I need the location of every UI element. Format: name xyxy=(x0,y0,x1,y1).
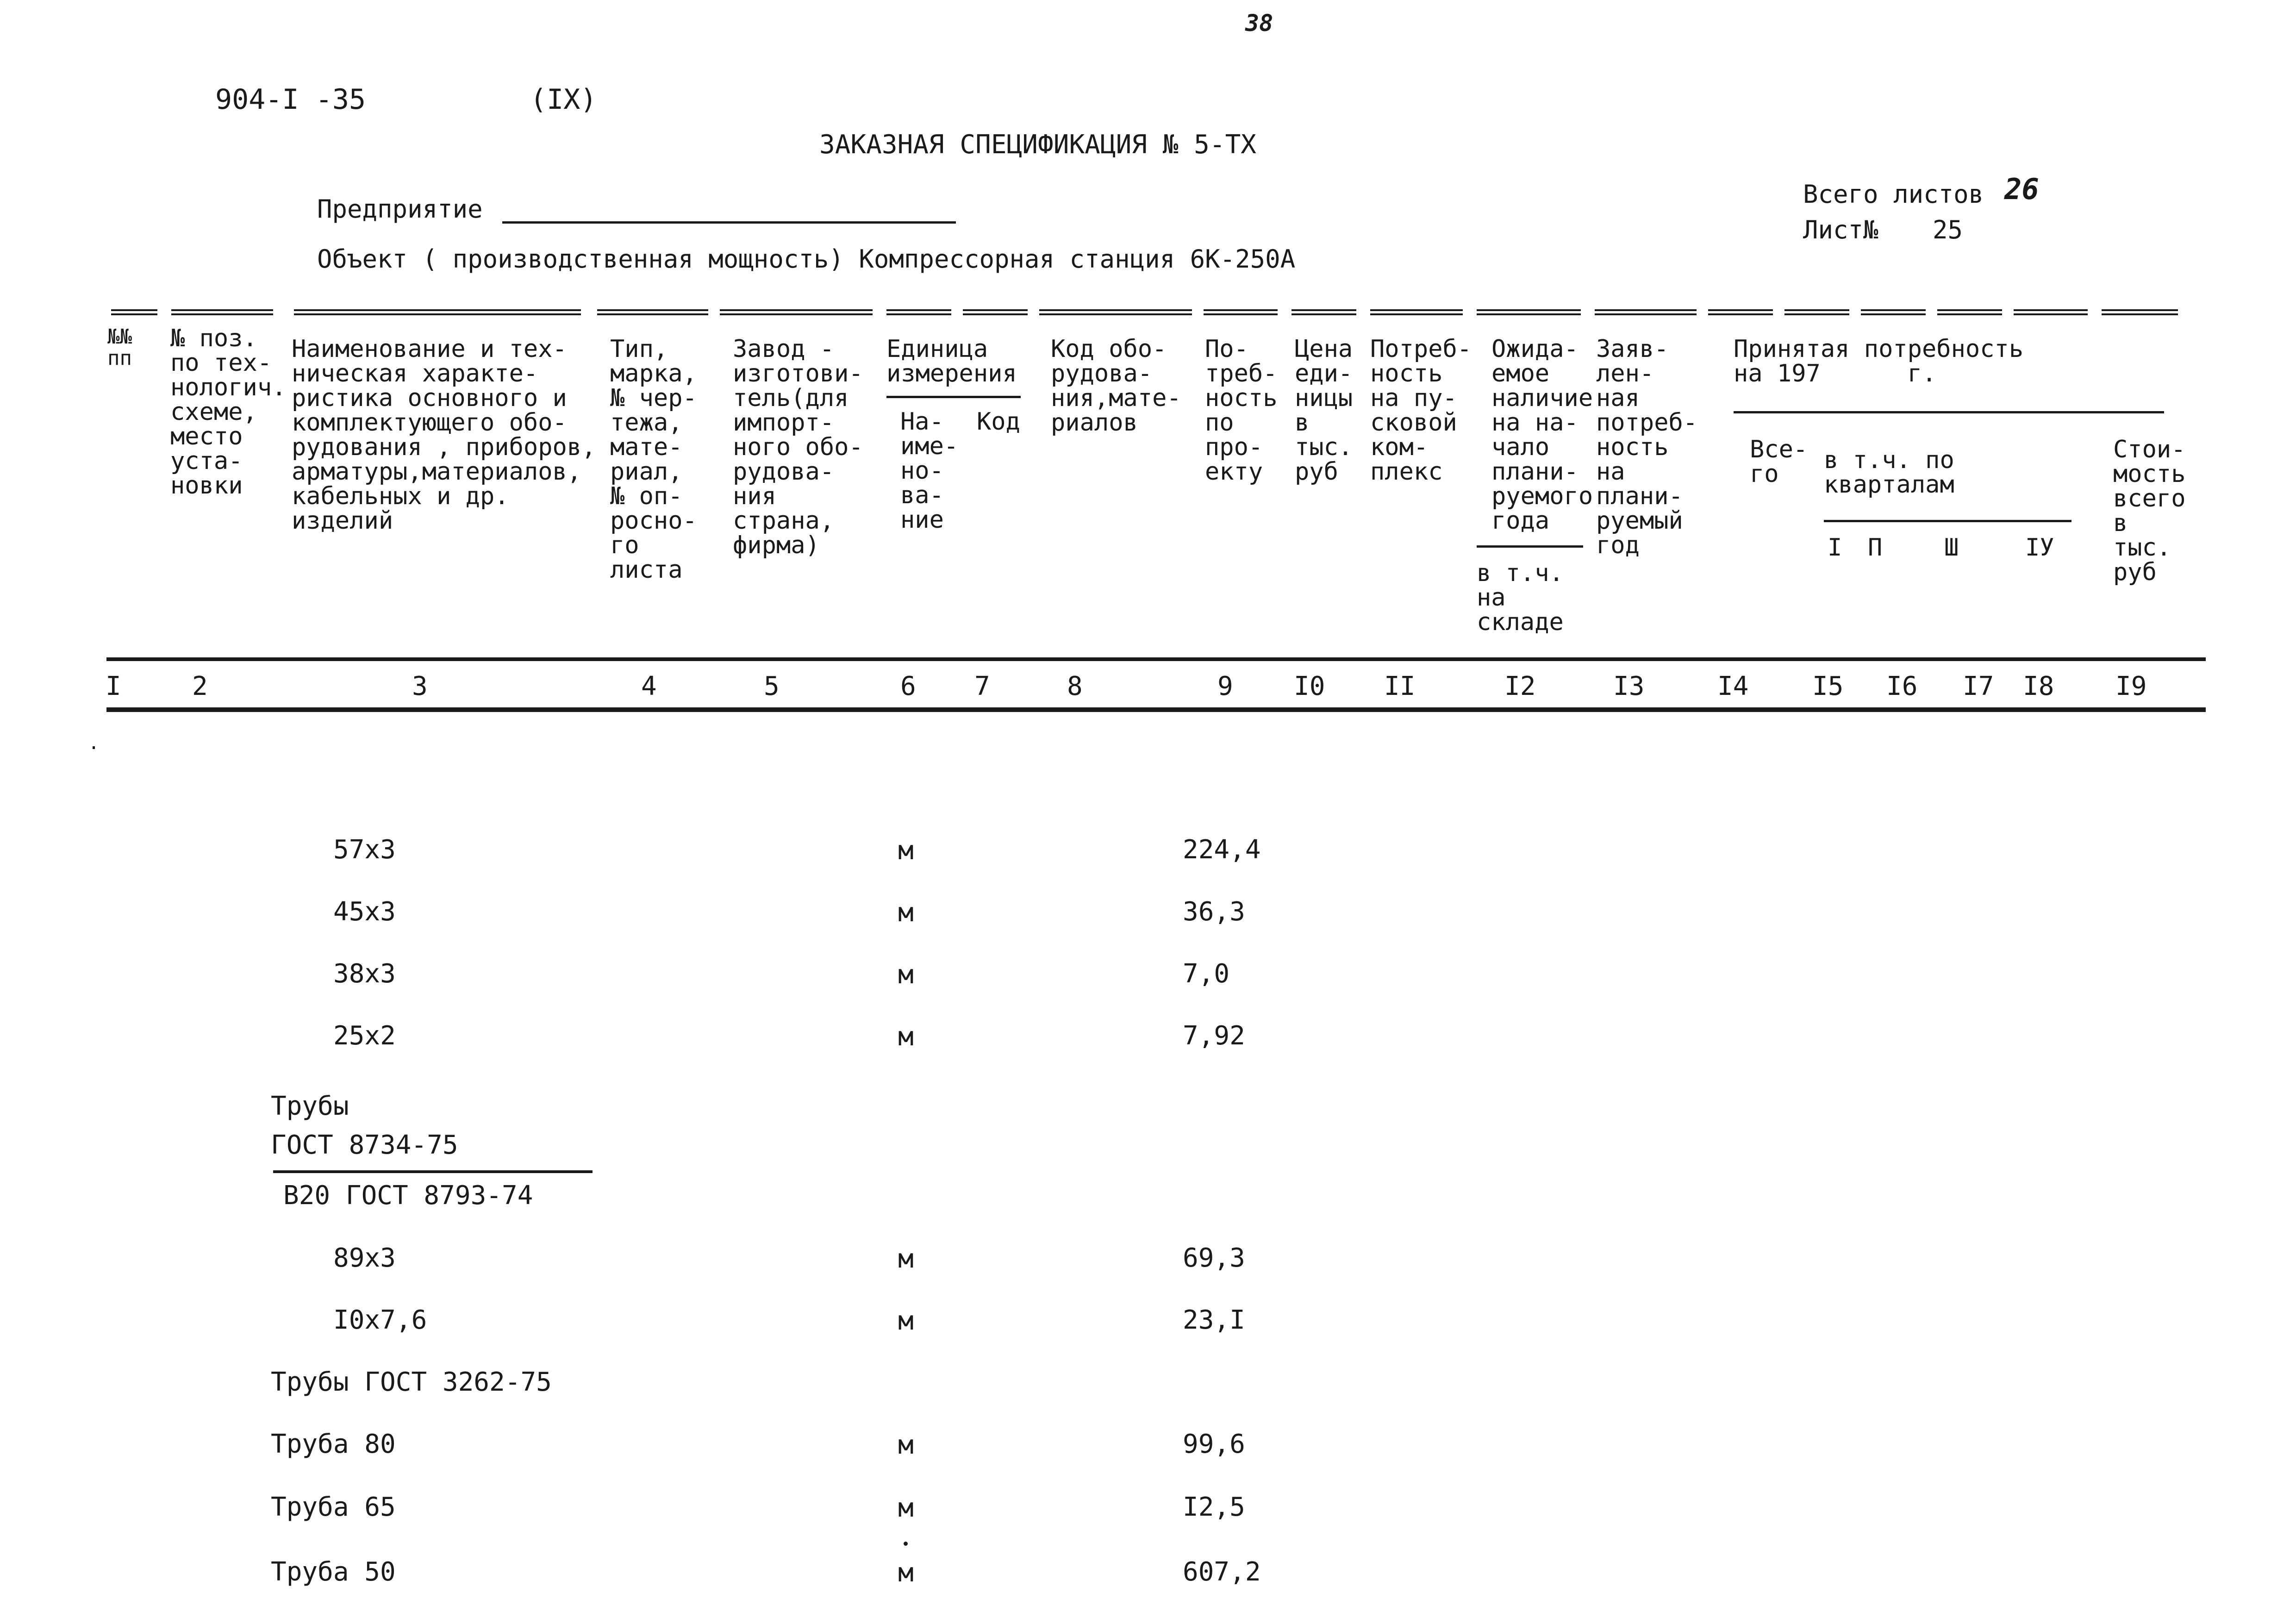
col-number: I4 xyxy=(1717,671,1749,701)
header-top-rule xyxy=(2102,309,2178,315)
enterprise-label: Предприятие xyxy=(317,194,483,224)
row-qty: 7,0 xyxy=(1183,959,1230,989)
object-line: Объект ( производственная мощность) Компрессорная станция 6К-250А xyxy=(317,244,1296,274)
row-unit: м xyxy=(898,1430,914,1460)
row-name: Труба 50 xyxy=(271,1557,396,1587)
doc-part: (IX) xyxy=(530,83,597,116)
col-header-14: Все- го xyxy=(1750,436,1808,488)
header-top-rule xyxy=(2014,309,2088,315)
col-number: II xyxy=(1384,671,1416,701)
row-name-material: В20 ГОСТ 8793-74 xyxy=(283,1181,533,1211)
row-qty: 99,6 xyxy=(1183,1429,1245,1459)
col-header-7: Код xyxy=(977,408,1020,436)
row-name: 89х3 xyxy=(333,1243,396,1273)
col-number: I5 xyxy=(1812,671,1844,701)
row-name: 57х3 xyxy=(333,835,396,865)
header-top-rule xyxy=(1595,309,1697,315)
col-number: I6 xyxy=(1886,671,1918,701)
row-unit: м xyxy=(898,898,914,928)
doc-code: 904-I -35 xyxy=(215,83,366,116)
header-top-rule xyxy=(1708,309,1773,315)
col-number: I2 xyxy=(1504,671,1536,701)
row-unit: м xyxy=(898,1493,914,1523)
row-name: I0х7,6 xyxy=(333,1305,427,1335)
row-qty: 224,4 xyxy=(1183,835,1261,865)
col-header-2: № поз. по тех- нологич. схеме, место уста- новки xyxy=(170,325,287,500)
ink-dot xyxy=(904,1542,908,1546)
col-header-q4: IУ xyxy=(2025,534,2054,562)
col-number: I9 xyxy=(2115,671,2147,701)
row-unit: м xyxy=(898,1244,914,1274)
row-qty: 23,I xyxy=(1183,1305,1245,1335)
col-number: I xyxy=(106,671,121,701)
row-unit: м xyxy=(898,1306,914,1336)
col-header-unit: Единица измерения xyxy=(886,335,1017,387)
header-top-rule xyxy=(1204,309,1278,315)
page-number: 38 xyxy=(1245,10,1273,37)
col-header-1: №№ пп xyxy=(107,325,132,370)
col-header-9: По- треб- ность по про- екту xyxy=(1205,335,1278,486)
row-qty: 69,3 xyxy=(1183,1243,1245,1273)
col-header-11: Потреб- ность на пу- сковой ком- плекс xyxy=(1370,335,1472,486)
col-number: I3 xyxy=(1613,671,1645,701)
sheet-label: Лист№ xyxy=(1803,215,1878,244)
header-top-rule xyxy=(1861,309,1926,315)
col-header-q3: Ш xyxy=(1944,534,1959,562)
row-qty: 7,92 xyxy=(1183,1021,1245,1051)
numbers-top-rule xyxy=(106,657,2206,661)
row-unit: м xyxy=(898,1022,914,1052)
col-number: 7 xyxy=(974,671,990,701)
col-header-3: Наименование и тех- ническая характе- ристика основного и комплектующего обо- рудования , приборов, арматуры,материалов, кабельных и др. изделий xyxy=(292,335,596,535)
col-number: I8 xyxy=(2023,671,2054,701)
header-top-rule xyxy=(1784,309,1849,315)
row-name: Труба 80 xyxy=(271,1429,396,1459)
col-header-q2: П xyxy=(1868,534,1883,562)
header-top-rule xyxy=(597,309,708,315)
header-top-rule xyxy=(294,309,581,315)
header-top-rule xyxy=(1292,309,1356,315)
header-top-rule xyxy=(1039,309,1192,315)
numbers-bottom-rule xyxy=(106,707,2206,712)
col-header-q1: I xyxy=(1828,534,1842,562)
stock-header-rule xyxy=(1477,545,1583,548)
enterprise-underline xyxy=(502,221,956,224)
header-top-rule xyxy=(720,309,873,315)
header-top-rule xyxy=(886,309,951,315)
row-unit: м xyxy=(898,836,914,866)
col-header-4: Тип, марка, № чер- тежа, мате- риал, № оп- росно- го листа xyxy=(610,335,697,584)
sheets-total-value: 26 xyxy=(2004,172,2039,206)
group-underline xyxy=(273,1170,593,1173)
col-header-19: Стои- мость всего в тыс. руб xyxy=(2113,436,2186,586)
row-name: Труба 65 xyxy=(271,1492,396,1522)
col-header-13: Заяв- лен- ная потреб- ность на плани- руемый год xyxy=(1596,335,1698,559)
row-qty: 36,3 xyxy=(1183,897,1245,927)
header-top-rule xyxy=(1477,309,1581,315)
row-name-group: Трубы ГОСТ 3262-75 xyxy=(271,1367,552,1397)
row-name: 25х2 xyxy=(333,1021,396,1051)
row-name: 45х3 xyxy=(333,897,396,927)
col-header-6: На- име- но- ва- ние xyxy=(900,408,959,534)
row-unit: м xyxy=(898,1558,914,1588)
row-name-group: Трубы ГОСТ 8734-75 xyxy=(271,1091,458,1160)
row-qty: I2,5 xyxy=(1183,1492,1245,1522)
row-name: 38х3 xyxy=(333,959,396,989)
margin-speck xyxy=(93,746,95,749)
col-number: 9 xyxy=(1217,671,1233,701)
col-header-12: Ожида- емое наличие на на- чало плани- руемого года xyxy=(1491,335,1593,535)
accepted-header-rule xyxy=(1734,411,2164,413)
col-number: 3 xyxy=(412,671,428,701)
col-header-8: Код обо- рудова- ния,мате- риалов xyxy=(1051,335,1181,437)
col-header-10: Цена еди- ницы в тыс. руб xyxy=(1295,335,1353,486)
col-number: 6 xyxy=(900,671,916,701)
col-header-12-stock: в т.ч. на складе xyxy=(1477,559,1564,636)
quarters-header-rule xyxy=(1824,520,2071,522)
col-header-5: Завод - изготови- тель(для импорт- ного обо- рудова- ния страна, фирма) xyxy=(733,335,863,559)
header-top-rule xyxy=(111,309,157,315)
col-number: I7 xyxy=(1963,671,1994,701)
col-number: 4 xyxy=(641,671,657,701)
row-unit: м xyxy=(898,960,914,990)
row-qty: 607,2 xyxy=(1183,1557,1261,1587)
header-top-rule xyxy=(1937,309,2002,315)
col-number: 5 xyxy=(764,671,780,701)
header-top-rule xyxy=(171,309,273,315)
col-number: 2 xyxy=(192,671,208,701)
sheets-total-label: Всего листов xyxy=(1803,180,1984,209)
sheet-value: 25 xyxy=(1933,215,1963,244)
header-top-rule xyxy=(1370,309,1463,315)
col-number: I0 xyxy=(1294,671,1325,701)
spec-title: ЗАКАЗНАЯ СПЕЦИФИКАЦИЯ № 5-ТХ xyxy=(819,130,1257,160)
quarters-header: в т.ч. по кварталам xyxy=(1824,446,1954,499)
accepted-need-header: Принятая потребность на 197 г. xyxy=(1734,335,2024,387)
unit-header-rule xyxy=(886,396,1021,398)
col-number: 8 xyxy=(1067,671,1083,701)
header-top-rule xyxy=(963,309,1028,315)
